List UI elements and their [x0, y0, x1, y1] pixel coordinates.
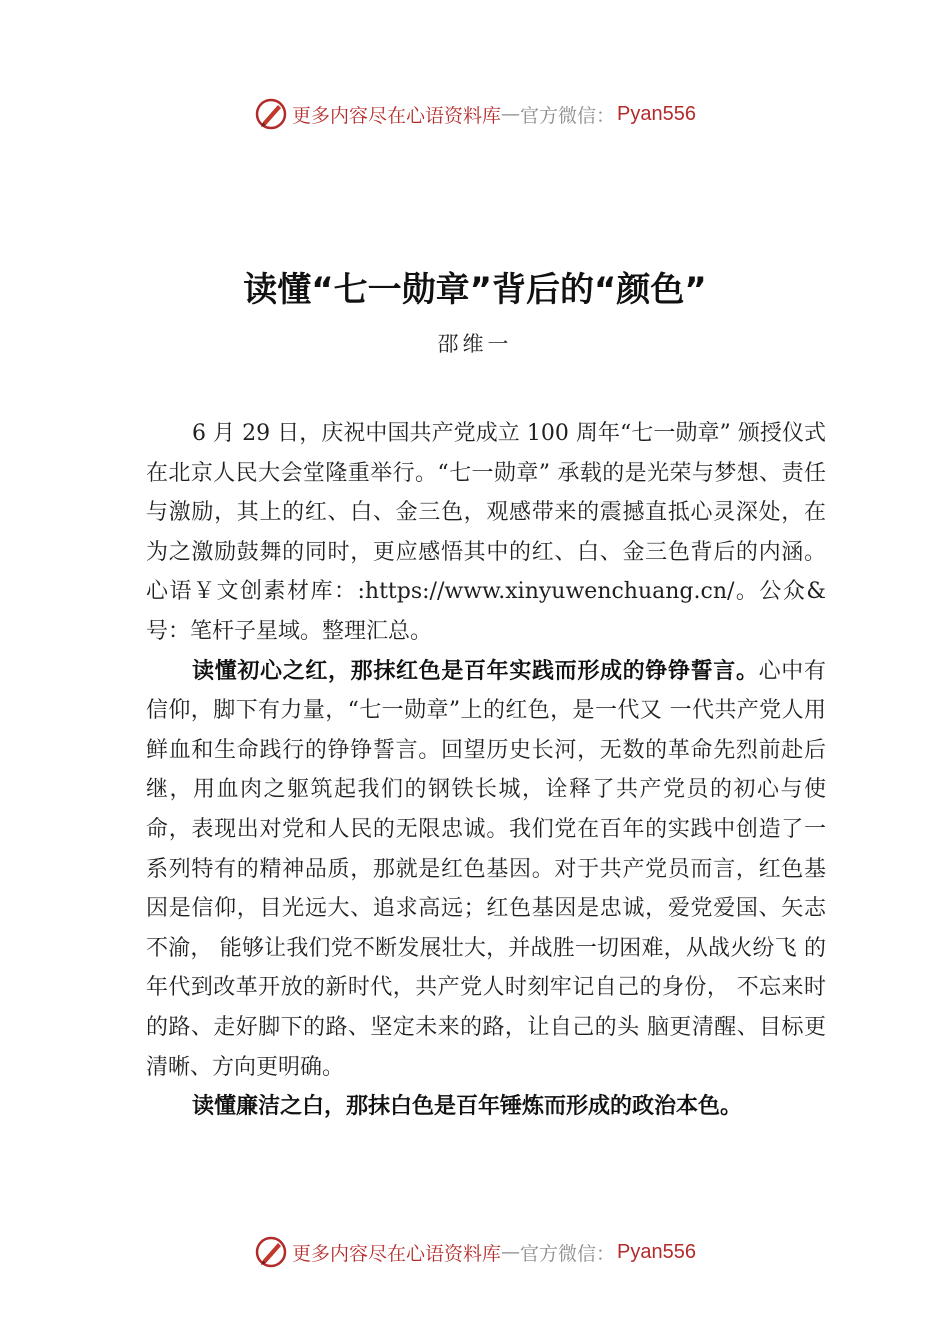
article-body — [146, 414, 826, 1127]
banner-official-label: 官方微信： — [520, 1242, 616, 1265]
paragraph-2 — [146, 652, 826, 1088]
banner-official-label: 官方微信： — [520, 104, 616, 127]
pen-logo-icon — [254, 1235, 288, 1269]
paragraph-3 — [146, 1087, 826, 1127]
paragraph-lead: 读懂廉洁之白，那抹白色是百年锤炼而形成的政治本色。 — [192, 1094, 743, 1120]
banner-wechat-id: Pyan556 — [617, 102, 696, 125]
paragraph-1 — [146, 414, 826, 652]
banner-wechat-id: Pyan556 — [617, 1240, 696, 1263]
article-author: 邵维一 — [437, 332, 513, 356]
footer-banner — [0, 1232, 950, 1272]
paragraph-text: 6 月 29 日，庆祝中国共产党成立 100 周年“七一勋章” 颁授仪式在北京人民大会堂隆重举行。“七一勋章” 承载的是光荣与梦想、责任与激励，其上的红、白、金三色，观感带来的震撼直抵心灵深处，在为之激励鼓舞的同时，更应感悟其中的红、白、金三色背后的内涵。心语￥文创素材库：:https://www.xinyuwenchuang.cn/。公众&号：笔杆子星域。整理汇总。 — [146, 421, 826, 644]
banner-brand-text: 更多内容尽在心语资料库 — [292, 1242, 502, 1265]
article-title: 读懂“七一勋章”背后的“颜色” — [243, 270, 707, 310]
header-banner — [0, 94, 950, 134]
pen-logo-icon — [254, 97, 288, 131]
paragraph-lead: 读懂初心之红，那抹红色是百年实践而形成的铮铮誓言。 — [192, 658, 759, 684]
banner-dash: — — [501, 1241, 521, 1263]
banner-dash: — — [501, 103, 521, 125]
paragraph-text: 心中有信仰，脚下有力量，“七一勋章”上的红色，是一代又 一代共产党人用鲜血和生命践行的铮铮誓言。回望历史长河，无数的革命先烈前赴后继，用血肉之躯筑起我们的钢铁长城，诠释了共产党员的初心与使命，表现出对党和人民的无限忠诚。我们党在百年的实践中创造了一系列特有的精神品质，那就是红色基因。对于共产党员而言，红色基因是信仰，目光远大、追求高远；红色基因是忠诚，爱党爱国、矢志不渝， 能够让我们党不断发展壮大，并战胜一切困难，从战火纷飞 的年代到改革开放的新时代，共产党人时刻牢记自己的身份， 不忘来时的路、走好脚下的路、坚定未来的路，让自己的头 脑更清醒、目标更清晰、方向更明确。 — [146, 658, 826, 1080]
banner-brand-text: 更多内容尽在心语资料库 — [292, 104, 502, 127]
